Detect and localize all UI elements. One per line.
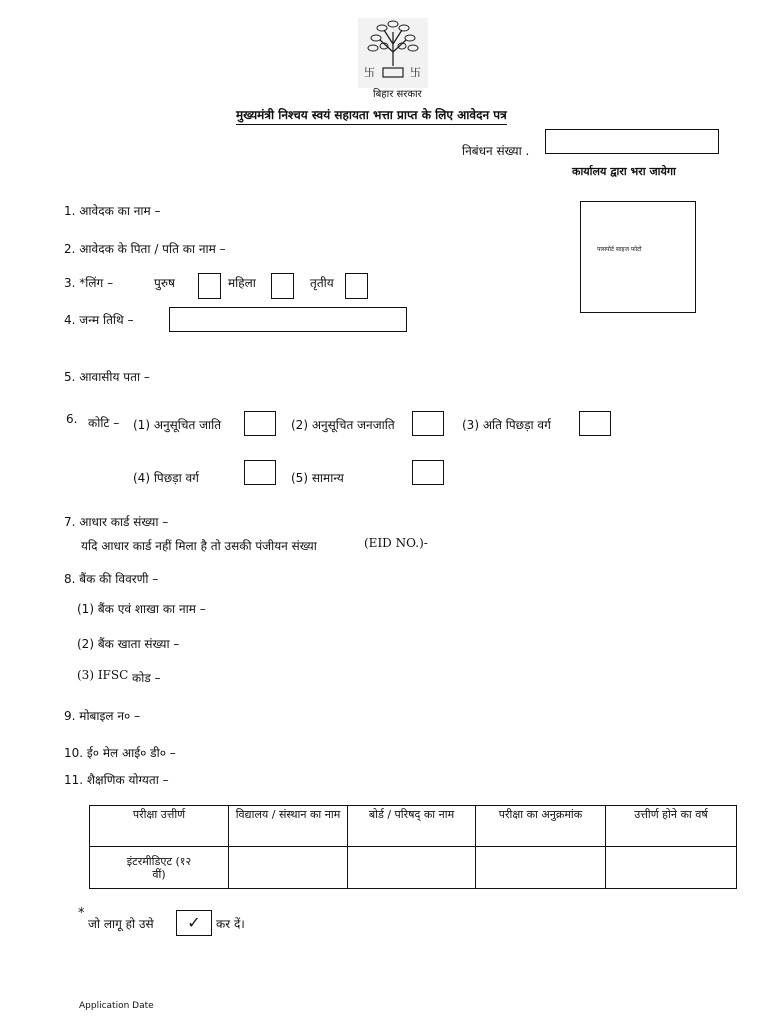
gender-female-checkbox[interactable] (271, 273, 294, 299)
category-number: 6. (66, 412, 78, 426)
table-header-cell: उत्तीर्ण होने का वर्ष (606, 806, 737, 847)
tick-mark-icon: ✓ (176, 910, 212, 936)
table-cell[interactable] (606, 847, 737, 889)
gender-male-checkbox[interactable] (198, 273, 221, 299)
dob-label: 4. जन्म तिथि – (64, 313, 134, 327)
bank-account-label: (2) बैंक खाता संख्या – (77, 637, 180, 651)
table-header-cell: विद्यालय / संस्थान का नाम (229, 806, 348, 847)
gender-third-label: तृतीय (310, 276, 334, 290)
category-sc-label: (1) अनुसूचित जाति (133, 418, 222, 432)
office-use-note: कार्यालय द्वारा भरा जायेगा (572, 165, 676, 178)
category-bc-label: (4) पिछड़ा वर्ग (133, 471, 199, 485)
footnote-text-after: कर दें। (216, 917, 245, 931)
footnote-star: * (78, 906, 85, 921)
category-label: कोटि – (88, 416, 120, 430)
photo-label: पासपोर्ट साइज फोटो (597, 246, 642, 253)
category-bc-checkbox[interactable] (244, 460, 276, 485)
form-title: मुख्यमंत्री निश्चय स्वयं सहायता भत्ता प्राप्त के लिए आवेदन पत्र (236, 106, 507, 125)
table-row (90, 847, 737, 889)
dob-field[interactable] (169, 307, 407, 332)
aadhaar-note: यदि आधार कार्ड नहीं मिला है तो उसकी पंजीयन संख्या (81, 539, 317, 553)
registration-label: निबंधन संख्या . (462, 144, 530, 158)
email-label: 10. ई० मेल आई० डी० – (64, 746, 176, 760)
table-header-cell: परीक्षा उत्तीर्ण (90, 806, 229, 847)
svg-text:卐: 卐 (364, 66, 375, 79)
category-st-checkbox[interactable] (412, 411, 444, 436)
gender-label: 3. *लिंग – (64, 276, 114, 290)
svg-text:卐: 卐 (410, 66, 421, 79)
eid-label: (EID NO.)- (364, 536, 428, 550)
address-label: 5. आवासीय पता – (64, 370, 150, 384)
category-general-label: (5) सामान्य (291, 471, 344, 485)
emblem-caption: बिहार सरकार (373, 89, 422, 100)
category-ebc-label: (3) अति पिछड़ा वर्ग (462, 418, 551, 432)
father-husband-name-label: 2. आवेदक के पिता / पति का नाम – (64, 242, 226, 256)
bank-branch-label: (1) बैंक एवं शाखा का नाम – (77, 602, 206, 616)
ifsc-label: (3) IFSC (77, 668, 129, 682)
bank-details-label: 8. बैंक की विवरणी – (64, 572, 159, 586)
gender-third-checkbox[interactable] (345, 273, 368, 299)
footnote-text-before: जो लागू हो उसे (88, 917, 154, 931)
ifsc-code-label: कोड – (132, 671, 161, 685)
applicant-name-label: 1. आवेदक का नाम – (64, 204, 161, 218)
bihar-emblem-icon (358, 18, 428, 88)
category-ebc-checkbox[interactable] (579, 411, 611, 436)
photo-box[interactable] (580, 201, 696, 313)
mobile-label: 9. मोबाइल न० – (64, 709, 141, 723)
category-st-label: (2) अनुसूचित जनजाति (291, 418, 395, 432)
education-table (89, 805, 737, 889)
gender-female-label: महिला (228, 276, 256, 290)
table-header-row (90, 806, 737, 847)
table-cell[interactable] (229, 847, 348, 889)
category-general-checkbox[interactable] (412, 460, 444, 485)
category-sc-checkbox[interactable] (244, 411, 276, 436)
table-cell[interactable] (348, 847, 476, 889)
table-header-cell: बोर्ड / परिषद् का नाम (348, 806, 476, 847)
table-cell: इंटरमीडिएट (१२ वीं) (90, 847, 229, 889)
table-header-cell: परीक्षा का अनुक्रमांक (476, 806, 606, 847)
education-label: 11. शैक्षणिक योग्यता – (64, 773, 169, 787)
application-date-label: Application Date (79, 1001, 154, 1011)
registration-number-field[interactable] (545, 129, 719, 154)
gender-male-label: पुरुष (154, 276, 175, 290)
table-cell[interactable] (476, 847, 606, 889)
aadhaar-label: 7. आधार कार्ड संख्या – (64, 515, 169, 529)
